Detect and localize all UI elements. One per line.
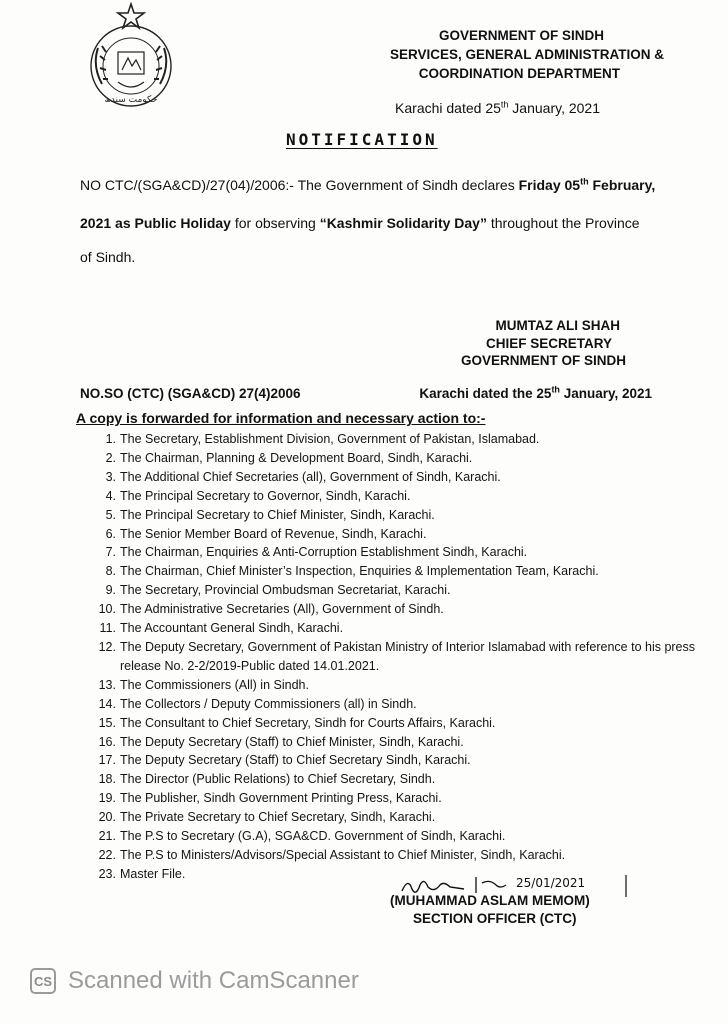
recipient-text: The Private Secretary to Chief Secretary, Sindh, Karachi. (120, 810, 436, 825)
recipient-item (84, 733, 696, 752)
recipient-item (84, 543, 696, 562)
notification-body-line3: of Sindh. (80, 249, 136, 265)
recipient-number: 4. (105, 488, 116, 503)
notification-title: NOTIFICATION (286, 130, 438, 149)
copy-reference-number: NO.SO (CTC) (SGA&CD) 27(4)2006 (80, 386, 301, 401)
recipient-item (84, 638, 696, 676)
recipient-number: 11. (99, 621, 116, 636)
recipient-number: 13. (98, 677, 116, 692)
recipient-number: 15. (98, 715, 116, 730)
recipient-item (84, 619, 696, 638)
recipient-number: 23. (98, 866, 116, 881)
recipient-item (84, 714, 696, 733)
recipient-text: The Secretary, Establishment Division, Government of Pakistan, Islamabad. (120, 432, 540, 446)
recipient-item (84, 695, 696, 714)
recipient-item (84, 581, 696, 600)
recipient-item (84, 789, 696, 808)
recipient-text: The Deputy Secretary (Staff) to Chief Minister, Sindh, Karachi. (120, 734, 464, 749)
header-date: Karachi dated 25th January, 2021 (395, 99, 600, 116)
camscanner-watermark (30, 966, 359, 996)
recipient-item (84, 808, 696, 827)
recipient-text: The Commissioners (All) in Sindh. (120, 677, 309, 692)
recipient-number: 12. (98, 639, 116, 654)
recipient-item (84, 827, 696, 846)
section-officer-title: SECTION OFFICER (CTC) (413, 911, 577, 926)
header-department-line2: COORDINATION DEPARTMENT (418, 66, 620, 81)
svg-text:حکومت سندھ: حکومت سندھ (104, 95, 158, 105)
recipient-text: The Consultant to Chief Secretary, Sindh for Courts Affairs, Karachi. (120, 715, 496, 730)
notification-body-line2: 2021 as Public Holiday for observing “Kashmir Solidarity Day” throughout the Province (80, 215, 640, 231)
recipient-text: The Chairman, Enquiries & Anti-Corruption Establishment Sindh, Karachi. (120, 545, 528, 560)
recipient-text: Master File. (120, 866, 186, 881)
recipient-number: 18. (98, 772, 116, 787)
signatory-org: GOVERNMENT OF SINDH (460, 353, 626, 368)
recipient-item (84, 525, 696, 544)
recipient-item (84, 770, 696, 789)
recipient-number: 9. (105, 583, 116, 598)
copy-reference-date: Karachi dated the 25th January, 2021 (419, 384, 652, 401)
recipient-number: 8. (105, 564, 116, 579)
recipient-item (84, 430, 696, 449)
recipient-text: The Chairman, Planning & Development Board, Sindh, Karachi. (120, 450, 473, 465)
recipient-number: 19. (98, 791, 116, 806)
section-officer-name: (MUHAMMAD ASLAM MEMOM) (390, 893, 590, 908)
notification-body-line1: NO CTC/(SGA&CD)/27(04)/2006:- The Government of Sindh declares Friday 05th February, (80, 176, 656, 193)
recipient-text: The Principal Secretary to Governor, Sindh, Karachi. (120, 488, 411, 503)
copy-forwarded-heading: A copy is forwarded for information and necessary action to:- (76, 410, 486, 426)
recipient-item (84, 846, 696, 865)
recipient-item (84, 600, 696, 619)
recipient-text: The Deputy Secretary, Government of Pakistan Ministry of Interior Islamabad with reference to his press release No. 2-2/2019-Public dated 14.01.2021. (120, 639, 696, 673)
recipient-text: The Collectors / Deputy Commissioners (all) in Sindh. (120, 696, 417, 711)
recipient-item (84, 562, 696, 581)
recipient-number: 10. (98, 602, 116, 617)
camscanner-logo-icon: CS (30, 968, 56, 994)
recipient-number: 6. (105, 526, 116, 541)
recipient-item (84, 468, 696, 487)
recipient-number: 20. (98, 810, 116, 825)
recipient-text: The Administrative Secretaries (All), Government of Sindh. (120, 602, 444, 617)
recipient-number: 17. (98, 753, 116, 768)
recipient-text: The Accountant General Sindh, Karachi. (120, 621, 344, 636)
camscanner-text: Scanned with CamScanner (68, 967, 359, 994)
recipient-text: The Principal Secretary to Chief Minister, Sindh, Karachi. (120, 507, 435, 522)
recipient-number: 7. (105, 545, 116, 560)
recipient-text: The Director (Public Relations) to Chief Secretary, Sindh. (120, 772, 436, 787)
signatory-name: MUMTAZ ALI SHAH (495, 318, 620, 333)
recipient-text: The P.S to Ministers/Advisors/Special Assistant to Chief Minister, Sindh, Karachi. (120, 847, 566, 862)
recipient-number: 3. (105, 469, 116, 484)
recipient-number: 14. (98, 696, 116, 711)
header-government: GOVERNMENT OF SINDH (438, 28, 604, 43)
recipient-item (84, 751, 696, 770)
recipient-item (84, 449, 696, 468)
recipient-text: The Publisher, Sindh Government Printing Press, Karachi. (120, 791, 442, 806)
svg-text:25/01/2021: 25/01/2021 (516, 876, 586, 890)
recipient-item (84, 506, 696, 525)
recipient-number: 5. (105, 507, 116, 522)
header-department-line1: SERVICES, GENERAL ADMINISTRATION & (389, 47, 664, 62)
recipient-item (84, 676, 696, 695)
recipient-text: The Secretary, Provincial Ombudsman Secretariat, Karachi. (120, 583, 451, 598)
recipient-text: The Deputy Secretary (Staff) to Chief Secretary Sindh, Karachi. (120, 753, 471, 768)
recipient-number: 2. (105, 450, 116, 465)
recipient-text: The Chairman, Chief Minister’s Inspection, Enquiries & Implementation Team, Karachi. (120, 564, 599, 579)
recipient-text: The Senior Member Board of Revenue, Sindh, Karachi. (120, 526, 427, 541)
recipient-number: 16. (98, 734, 116, 749)
recipient-number: 21. (98, 829, 116, 844)
recipient-text: The Additional Chief Secretaries (all), Government of Sindh, Karachi. (120, 469, 501, 484)
recipient-number: 1. (105, 432, 116, 446)
recipient-number: 22. (98, 847, 116, 862)
distribution-list (84, 430, 696, 884)
signatory-title: CHIEF SECRETARY (485, 336, 612, 351)
government-seal-logo (78, 2, 184, 112)
recipient-item (84, 487, 696, 506)
recipient-text: The P.S to Secretary (G.A), SGA&CD. Government of Sindh, Karachi. (120, 829, 506, 844)
